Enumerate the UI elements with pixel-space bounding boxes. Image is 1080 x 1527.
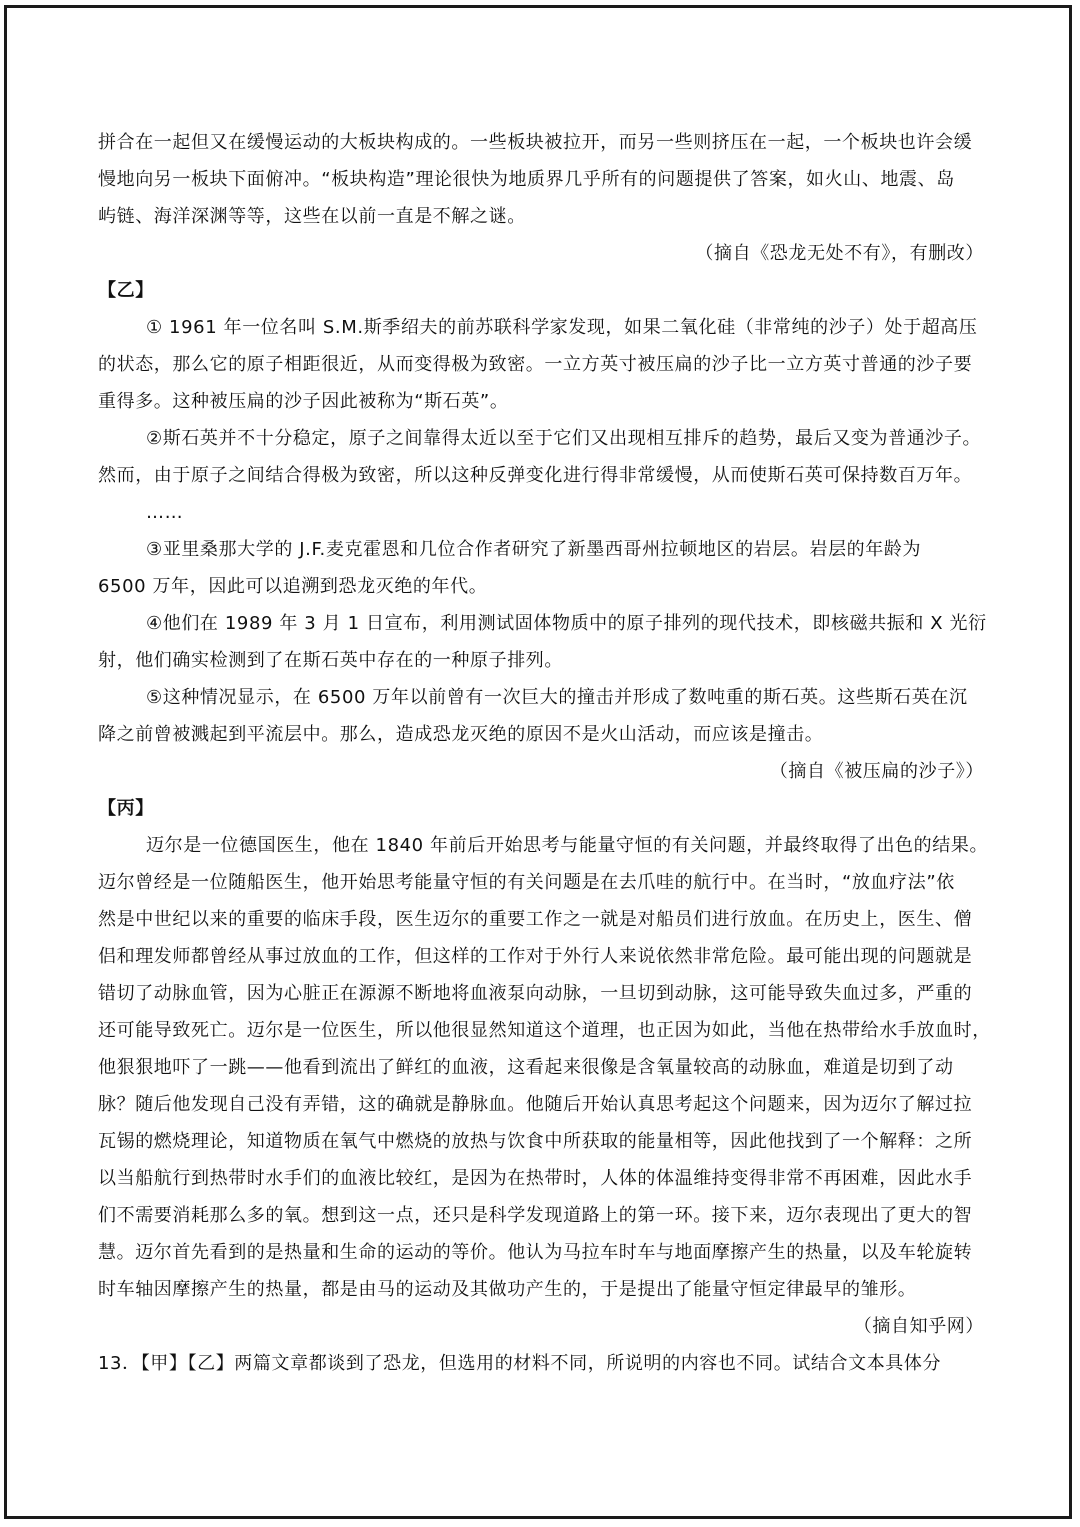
paragraph-line: ③亚里桑那大学的 J.F.麦克霍恩和几位合作者研究了新墨西哥州拉顿地区的岩层。岩层的年龄为 [146, 539, 922, 560]
paragraph-line: 然而，由于原子之间结合得极为致密，所以这种反弹变化进行得非常缓慢，从而使斯石英可保持数百万年。 [98, 465, 973, 486]
paragraph-line: ②斯石英并不十分稳定，原子之间靠得太近以至于它们又出现相互排斥的趋势，最后又变为普通沙子。 [146, 428, 982, 449]
paragraph-line: ⑤这种情况显示，在 6500 万年以前曾有一次巨大的撞击并形成了数吨重的斯石英。这些斯石英在沉 [146, 687, 968, 708]
paragraph-line: 们不需要消耗那么多的氧。想到这一点，还只是科学发现道路上的第一环。接下来，迈尔表现出了更大的智 [98, 1205, 973, 1226]
paragraph-line: 慢地向另一板块下面俯冲。“板块构造”理论很快为地质界几乎所有的问题提供了答案，如火山、地震、岛 [98, 169, 955, 190]
paragraph-line: 以当船航行到热带时水手们的血液比较红，是因为在热带时，人体的体温维持变得非常不再困难，因此水手 [98, 1168, 973, 1189]
paragraph-line: ④他们在 1989 年 3 月 1 日宣布，利用测试固体物质中的原子排列的现代技术，即核磁共振和 X 光衍 [146, 613, 987, 634]
section-heading: 【乙】 [98, 280, 154, 301]
paragraph-line: 迈尔曾经是一位随船医生，他开始思考能量守恒的有关问题是在去爪哇的航行中。在当时，“放血疗法”依 [98, 872, 955, 893]
paragraph-line: 还可能导致死亡。迈尔是一位医生，所以他很显然知道这个道理，也正因为如此，当他在热带给水手放血时， [98, 1020, 991, 1041]
passage-bing [98, 790, 998, 1345]
section-heading: 【丙】 [98, 798, 154, 819]
paragraph-line: 侣和理发师都曾经从事过放血的工作，但这样的工作对于外行人来说依然非常危险。最可能出现的问题就是 [98, 946, 973, 967]
passage-jia-continuation [98, 124, 998, 272]
paragraph-line: 他狠狠地吓了一跳——他看到流出了鲜红的血液，这看起来很像是含氧量较高的动脉血，难道是切到了动 [98, 1057, 954, 1078]
paragraph-line: 错切了动脉血管，因为心脏正在源源不断地将血液泵向动脉，一旦切到动脉，这可能导致失血过多，严重的 [98, 983, 973, 1004]
paragraph-line: 慧。迈尔首先看到的是热量和生命的运动的等价。他认为马拉车时车与地面摩擦产生的热量，以及车轮旋转 [98, 1242, 973, 1263]
paragraph-line: 瓦锡的燃烧理论，知道物质在氧气中燃烧的放热与饮食中所获取的能量相等，因此他找到了一个解释：之所 [98, 1131, 973, 1152]
paragraph-line: 迈尔是一位德国医生，他在 1840 年前后开始思考与能量守恒的有关问题，并最终取得了出色的结果。 [146, 835, 989, 856]
paragraph-line: 射，他们确实检测到了在斯石英中存在的一种原子排列。 [98, 650, 563, 671]
document-body [98, 124, 998, 1382]
paragraph-line: 时车轴因摩擦产生的热量，都是由马的运动及其做功产生的，于是提出了能量守恒定律最早的雏形。 [98, 1279, 917, 1300]
paragraph-line: 屿链、海洋深渊等等，这些在以前一直是不解之谜。 [98, 206, 526, 227]
paragraph-line: 6500 万年，因此可以追溯到恐龙灭绝的年代。 [98, 576, 488, 597]
paragraph-line: 然是中世纪以来的重要的临床手段，医生迈尔的重要工作之一就是对船员们进行放血。在历史上，医生、僧 [98, 909, 973, 930]
ellipsis: …… [146, 502, 184, 523]
source-citation: （摘自《恐龙无处不有》，有删改） [695, 243, 984, 264]
passage-yi [98, 272, 998, 790]
source-citation: （摘自知乎网） [853, 1316, 984, 1337]
paragraph-line: ① 1961 年一位名叫 S.M.斯季绍夫的前苏联科学家发现，如果二氧化硅（非常纯的沙子）处于超高压 [146, 317, 978, 338]
source-citation: （摘自《被压扁的沙子》） [769, 761, 984, 782]
paragraph-line: 脉？随后他发现自己没有弄错，这的确就是静脉血。他随后开始认真思考起这个问题来，因为迈尔了解过拉 [98, 1094, 973, 1115]
paragraph-line: 拼合在一起但又在缓慢运动的大板块构成的。一些板块被拉开，而另一些则挤压在一起，一个板块也许会缓 [98, 132, 973, 153]
paragraph-line: 降之前曾被溅起到平流层中。那么，造成恐龙灭绝的原因不是火山活动，而应该是撞击。 [98, 724, 824, 745]
question-13: 13．【甲】【乙】两篇文章都谈到了恐龙，但选用的材料不同，所说明的内容也不同。试结合文本具体分 [98, 1353, 942, 1374]
paragraph-line: 的状态，那么它的原子相距很近，从而变得极为致密。一立方英寸被压扁的沙子比一立方英寸普通的沙子要 [98, 354, 973, 375]
paragraph-line: 重得多。这种被压扁的沙子因此被称为“斯石英”。 [98, 391, 509, 412]
